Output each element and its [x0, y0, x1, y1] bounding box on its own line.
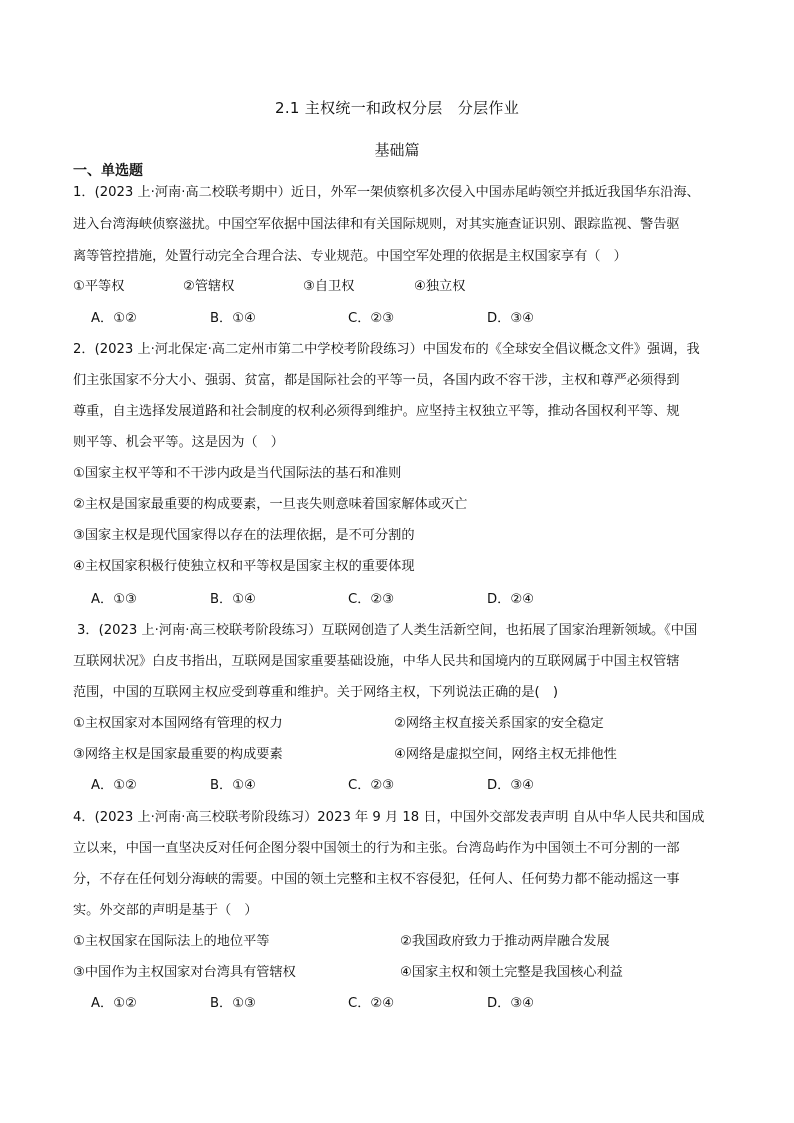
choice-a[interactable]: A．①②	[91, 311, 137, 326]
choice-b[interactable]: B．①④	[210, 311, 256, 326]
page-title: 2.1 主权统一和政权分层 分层作业	[274, 99, 520, 117]
choice-a[interactable]: A．①②	[91, 996, 137, 1011]
choice-d[interactable]: D．③④	[487, 996, 534, 1011]
choice-b[interactable]: B．①④	[210, 592, 256, 607]
statement-item: ④国家主权和领土完整是我国核心利益	[400, 965, 623, 980]
statement-item: ④网络是虚拟空间，网络主权无排他性	[394, 747, 617, 762]
question-text-line: 尊重，自主选择发展道路和社会制度的权利必须得到维护。应坚持主权独立平等，推动各国权利平等、规	[73, 404, 680, 419]
question-text-line: 分，不存在任何划分海峡的需要。中国的领土完整和主权不容侵犯，任何人、任何势力都不能动摇这一事	[73, 872, 680, 887]
statement-item: ③中国作为主权国家对台湾具有管辖权	[73, 965, 296, 980]
statement-item: ④独立权	[414, 279, 466, 294]
question-text-line: 则平等、机会平等。这是因为（ ）	[73, 435, 284, 450]
question-text-line: 进入台湾海峡侦察滋扰。中国空军依据中国法律和有关国际规则，对其实施查证识别、跟踪监视、警告驱	[73, 217, 680, 232]
question-text-line: 互联网状况》白皮书指出，互联网是国家重要基础设施，中华人民共和国境内的互联网属于中国主权管辖	[73, 654, 680, 669]
statement-item: ②主权是国家最重要的构成要素，一旦丧失则意味着国家解体或灭亡	[73, 497, 468, 512]
choice-d[interactable]: D．③④	[487, 311, 534, 326]
question-text-line: 4．(2023 上·河南·高三校联考阶段练习）2023 年 9 月 18 日，中国外交部发表声明 自从中华人民共和国成	[73, 810, 705, 825]
choice-c[interactable]: C．②④	[348, 996, 395, 1011]
choice-c[interactable]: C．②③	[348, 592, 395, 607]
statement-item: ①主权国家对本国网络有管理的权力	[73, 716, 283, 731]
statement-item: ④主权国家积极行使独立权和平等权是国家主权的重要体现	[73, 559, 415, 574]
statement-item: ③网络主权是国家最重要的构成要素	[73, 747, 283, 762]
question-text-line: 离等管控措施，处置行动完全合理合法、专业规范。中国空军处理的依据是主权国家享有（ ）	[73, 249, 627, 264]
statement-item: ③国家主权是现代国家得以存在的法理依据，是不可分割的	[73, 528, 415, 543]
choice-b[interactable]: B．①③	[210, 996, 256, 1011]
choice-c[interactable]: C．②③	[348, 311, 395, 326]
statement-item: ①平等权	[73, 279, 125, 294]
statement-item: ①国家主权平等和不干涉内政是当代国际法的基石和准则	[73, 466, 402, 481]
choice-b[interactable]: B．①④	[210, 778, 256, 793]
question-text-line: 1．(2023 上·河南·高二校联考期中）近日，外军一架侦察机多次侵入中国赤尾屿领空并抵近我国华东沿海、	[73, 185, 700, 200]
question-text-line: 们主张国家不分大小、强弱、贫富，都是国际社会的平等一员，各国内政不容干涉，主权和尊严必须得到	[73, 373, 680, 388]
choice-a[interactable]: A．①②	[91, 778, 137, 793]
page-subtitle: 基础篇	[374, 141, 420, 159]
choice-d[interactable]: D．③④	[487, 778, 534, 793]
choice-a[interactable]: A．①③	[91, 592, 137, 607]
statement-item: ①主权国家在国际法上的地位平等	[73, 934, 270, 949]
question-text-line: 3．(2023 上·河南·高三校联考阶段练习）互联网创造了人类生活新空间，也拓展了国家治理新领域。《中国	[77, 623, 698, 638]
statement-item: ③自卫权	[303, 279, 355, 294]
section-heading: 一、单选题	[73, 163, 143, 179]
choice-d[interactable]: D．②④	[487, 592, 534, 607]
question-text-line: 实。外交部的声明是基于（ ）	[73, 903, 258, 918]
choice-c[interactable]: C．②③	[348, 778, 395, 793]
statement-item: ②我国政府致力于推动两岸融合发展	[400, 934, 610, 949]
statement-item: ②管辖权	[183, 279, 235, 294]
question-text-line: 2．(2023 上·河北保定·高二定州市第二中学校考阶段练习）中国发布的《全球安全倡议概念文件》强调，我	[73, 342, 700, 357]
statement-item: ②网络主权直接关系国家的安全稳定	[394, 716, 604, 731]
question-text-line: 范围，中国的互联网主权应受到尊重和维护。关于网络主权，下列说法正确的是( )	[73, 685, 559, 700]
question-text-line: 立以来，中国一直坚决反对任何企图分裂中国领土的行为和主张。台湾岛屿作为中国领土不可分割的一部	[73, 841, 680, 856]
